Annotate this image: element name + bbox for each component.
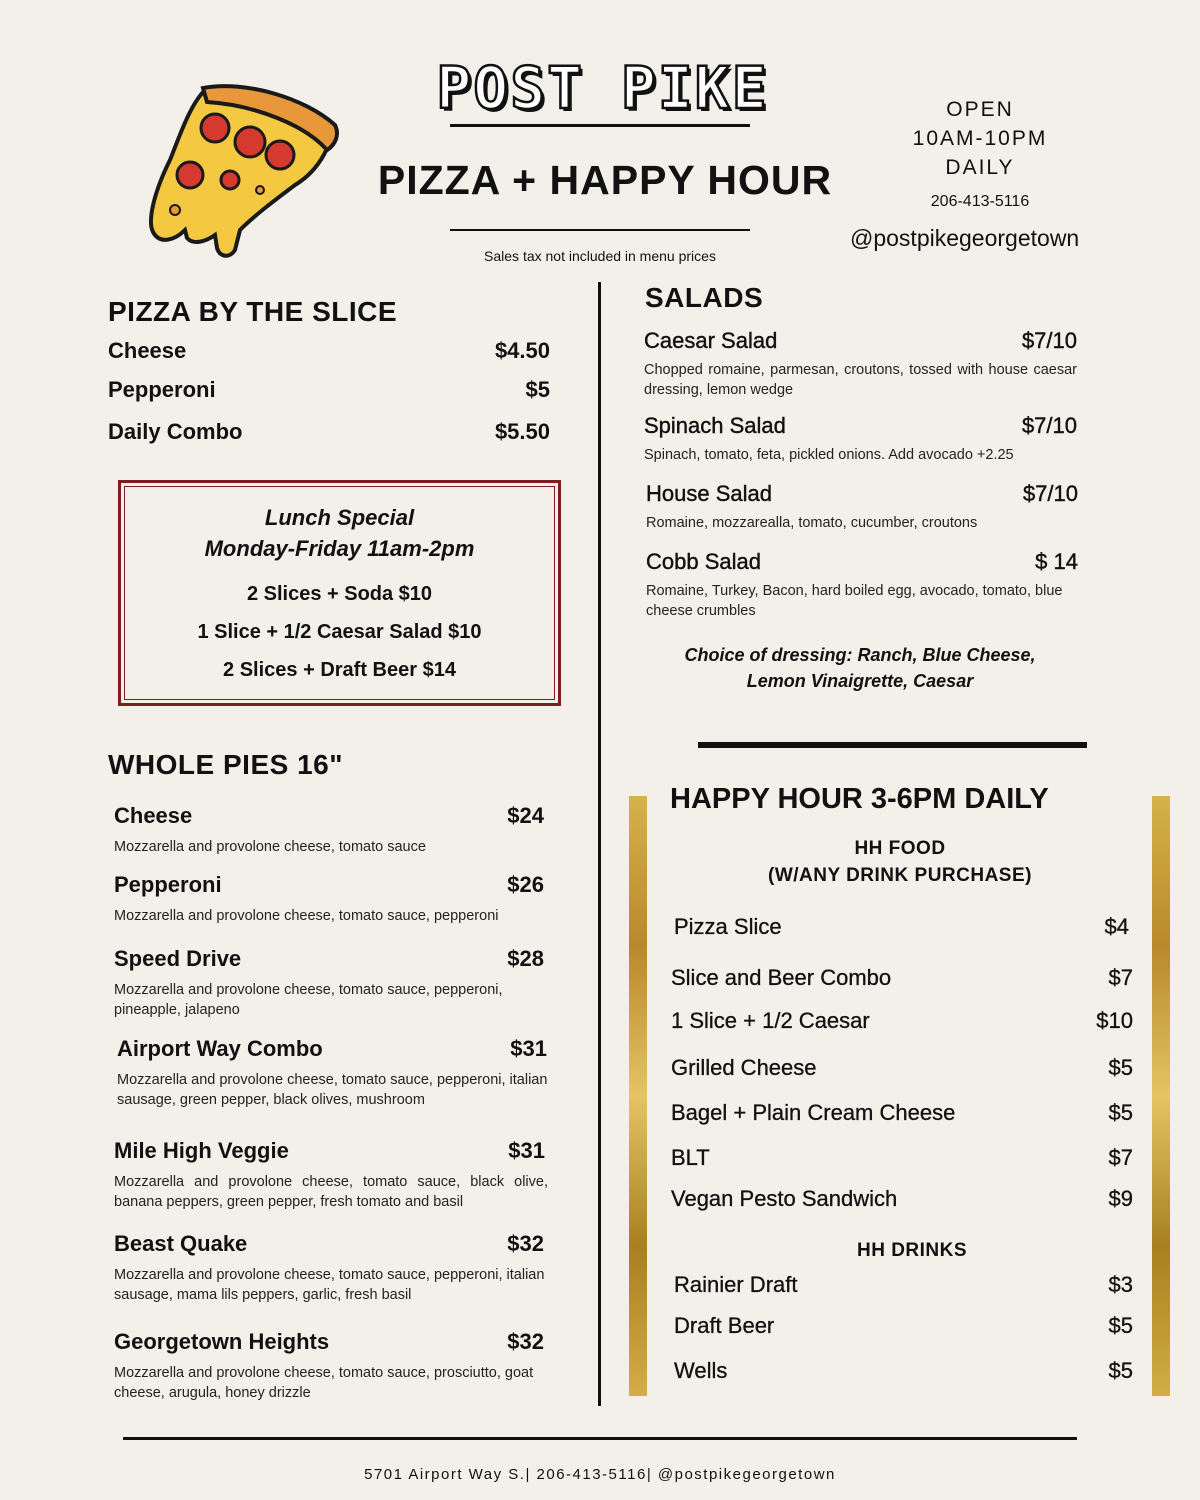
gold-bar-right (1152, 796, 1170, 1396)
dressing-line: Choice of dressing: Ranch, Blue Cheese, (684, 645, 1036, 665)
item-price: $5 (1108, 1100, 1133, 1125)
item-price: $5 (1108, 1358, 1133, 1383)
item-name: Airport Way Combo (117, 1036, 323, 1061)
item-description: Mozzarella and provolone cheese, tomato sauce, pepperoni, italian sausage, green pepper, black olives, mushroom (117, 1072, 548, 1108)
hh-drinks-heading: HH DRINKS (856, 1240, 968, 1261)
pie-item (114, 1231, 549, 1305)
pie-item (114, 1329, 549, 1403)
happy-hour-title: HAPPY HOUR 3-6PM DAILY (670, 783, 1049, 815)
item-name: Wells (674, 1358, 728, 1383)
item-description: Mozzarella and provolone cheese, tomato sauce, pepperoni, pineapple, jalapeno (114, 982, 503, 1018)
item-description: Romaine, Turkey, Bacon, hard boiled egg, avocado, tomato, blue cheese crumbles (646, 583, 1063, 619)
item-price: $7/10 (1021, 413, 1077, 438)
item-price: $24 (507, 803, 544, 828)
hours-time: 10AM-10PM (912, 127, 1048, 150)
lunch-item: 2 Slices + Draft Beer $14 (223, 659, 456, 681)
hh-food-heading: HH FOOD (854, 838, 946, 859)
lunch-item: 1 Slice + 1/2 Caesar Salad $10 (197, 621, 482, 643)
lunch-special-inner (124, 486, 555, 700)
item-name: Daily Combo (108, 419, 243, 444)
hh-food-row (671, 1186, 1133, 1212)
lunch-item: 2 Slices + Soda $10 (246, 583, 433, 605)
happy-hour-rule (698, 742, 1087, 748)
item-name: Spinach Salad (644, 413, 786, 438)
footer-contact: 5701 Airport Way S.| 206-413-5116| @postpikegeorgetown (364, 1466, 836, 1483)
pie-item (114, 946, 549, 1020)
header-rule-bottom (450, 229, 750, 231)
item-description: Mozzarella and provolone cheese, tomato sauce, pepperoni (114, 908, 499, 924)
item-price: $3 (1108, 1272, 1133, 1297)
phone-number: 206-413-5116 (930, 193, 1030, 210)
item-description: Mozzarella and provolone cheese, tomato sauce, pepperoni, italian sausage, mama lils peppers, garlic, fresh basil (114, 1267, 545, 1303)
salad-item (646, 481, 1078, 533)
item-name: Cheese (108, 338, 187, 363)
item-price: $26 (507, 872, 544, 897)
item-price: $ 14 (1035, 549, 1078, 574)
footer-rule (123, 1437, 1077, 1440)
hh-food-row (671, 1100, 1133, 1126)
gold-bar-left (629, 796, 647, 1396)
lunch-days: Monday-Friday 11am-2pm (204, 536, 475, 561)
hh-drink-row (674, 1272, 1133, 1298)
pies-title: WHOLE PIES 16" (108, 749, 343, 780)
item-price: $4 (1104, 914, 1129, 939)
dressing-note (640, 642, 1080, 694)
page-subtitle: PIZZA + HAPPY HOUR (377, 157, 833, 203)
item-price: $7/10 (1021, 328, 1077, 353)
slice-row (108, 338, 550, 364)
column-divider (598, 282, 601, 1406)
item-description: Chopped romaine, parmesan, croutons, tossed with house caesar dressing, lemon wedge (644, 362, 1077, 398)
item-price: $32 (507, 1231, 544, 1256)
item-name: Pepperoni (114, 872, 222, 897)
tax-note: Sales tax not included in menu prices (484, 248, 716, 264)
hours-daily: DAILY (945, 156, 1015, 179)
item-name: 1 Slice + 1/2 Caesar (671, 1008, 870, 1033)
hh-food-subheading: (W/ANY DRINK PURCHASE) (768, 865, 1032, 886)
item-name: House Salad (646, 481, 772, 506)
item-name: Pepperoni (108, 377, 216, 402)
pie-item (117, 1036, 552, 1110)
item-price: $31 (508, 1138, 545, 1163)
item-name: Cheese (114, 803, 193, 828)
slice-row (108, 419, 550, 445)
item-price: $31 (510, 1036, 547, 1061)
item-name: Vegan Pesto Sandwich (671, 1186, 898, 1211)
item-name: Beast Quake (114, 1231, 248, 1256)
hh-food-row (671, 965, 1133, 991)
pizza-slice-icon (145, 80, 345, 260)
hh-drink-row (674, 1358, 1133, 1384)
item-price: $5 (1108, 1313, 1133, 1338)
item-price: $4.50 (494, 338, 550, 363)
item-description: Romaine, mozzarealla, tomato, cucumber, croutons (646, 515, 978, 531)
item-description: Mozzarella and provolone cheese, tomato sauce, prosciutto, goat cheese, arugula, honey drizzle (114, 1365, 534, 1401)
item-price: $5.50 (494, 419, 550, 444)
slice-row (108, 377, 550, 403)
item-name: Georgetown Heights (114, 1329, 330, 1354)
item-description: Spinach, tomato, feta, pickled onions. Add avocado +2.25 (644, 447, 1014, 463)
social-handle: @postpikegeorgetown (850, 225, 1080, 251)
item-description: Mozzarella and provolone cheese, tomato sauce, black olive, banana peppers, green pepper, fresh tomato and basil (114, 1174, 548, 1210)
pie-item (114, 803, 544, 857)
item-name: BLT (671, 1145, 710, 1170)
lunch-special-box (118, 480, 561, 706)
item-description: Mozzarella and provolone cheese, tomato sauce (114, 839, 426, 855)
salad-item (644, 328, 1077, 400)
item-name: Grilled Cheese (671, 1055, 817, 1080)
item-name: Pizza Slice (674, 914, 782, 939)
hh-food-row (671, 1055, 1133, 1081)
item-name: Rainier Draft (674, 1272, 798, 1297)
item-price: $10 (1096, 1008, 1133, 1033)
pie-item (114, 1138, 548, 1212)
hh-food-row (674, 914, 1129, 940)
hh-food-row (671, 1145, 1133, 1171)
item-name: Speed Drive (114, 946, 242, 971)
hh-food-row (671, 1008, 1133, 1034)
item-price: $7 (1108, 1145, 1133, 1170)
item-price: $7 (1108, 965, 1133, 990)
pie-item (114, 872, 544, 926)
salad-item (644, 413, 1077, 465)
salad-item (646, 549, 1078, 621)
item-name: Slice and Beer Combo (671, 965, 892, 990)
item-price: $7/10 (1022, 481, 1078, 506)
header-rule-top (450, 124, 750, 127)
item-name: Bagel + Plain Cream Cheese (671, 1100, 956, 1125)
hours-open: OPEN (946, 98, 1014, 121)
brand-logo: POST PIKE (436, 54, 769, 122)
item-name: Mile High Veggie (114, 1138, 289, 1163)
hh-drink-row (674, 1313, 1133, 1339)
item-name: Caesar Salad (644, 328, 778, 353)
salads-title: SALADS (645, 282, 764, 313)
slices-title: PIZZA BY THE SLICE (108, 296, 398, 327)
item-name: Cobb Salad (646, 549, 761, 574)
lunch-title: Lunch Special (264, 505, 415, 530)
dressing-line: Lemon Vinaigrette, Caesar (746, 671, 974, 691)
item-price: $9 (1108, 1186, 1133, 1211)
item-price: $5 (1108, 1055, 1133, 1080)
item-price: $5 (525, 377, 550, 402)
item-price: $28 (507, 946, 544, 971)
item-price: $32 (507, 1329, 544, 1354)
item-name: Draft Beer (674, 1313, 775, 1338)
